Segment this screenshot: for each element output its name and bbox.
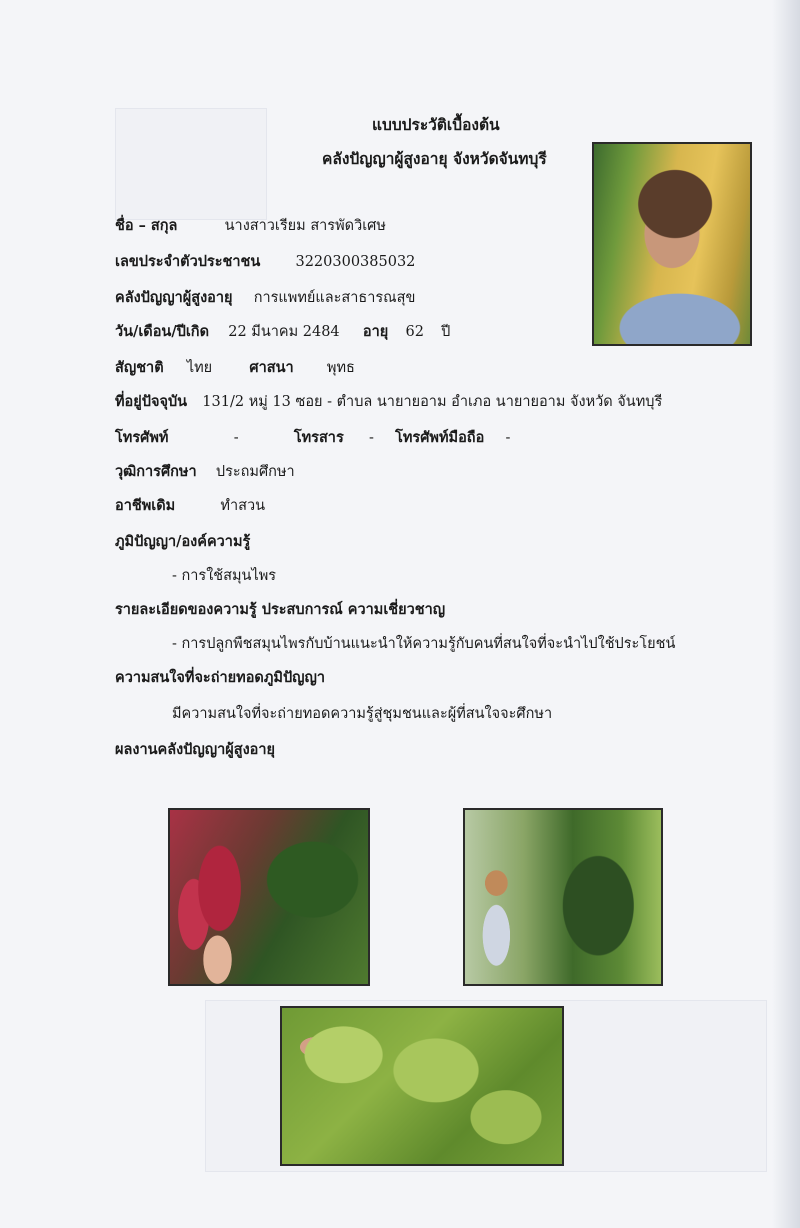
education-row — [115, 460, 295, 483]
birth-value: 22 มีนาคม 2484 — [228, 324, 340, 340]
herb-photo-garden — [463, 808, 663, 986]
id-label: เลขประจำตัวประชาชน — [115, 253, 261, 270]
knowledge-heading: ภูมิปัญญา/องค์ความรู้ — [115, 533, 251, 550]
occupation-value: ทำสวน — [220, 498, 266, 514]
transfer-heading: ความสนใจที่จะถ่ายทอดภูมิปัญญา — [115, 669, 325, 686]
address-value: 131/2 หมู่ 13 ซอย - ตำบล นายายอาม อำเภอ นายายอาม จังหวัด จันทบุรี — [202, 394, 663, 410]
transfer-text: มีความสนใจที่จะถ่ายทอดความรู้สู่ชุมชนและผู้ที่สนใจจะศึกษา — [172, 706, 553, 722]
nationality-value: ไทย — [186, 360, 213, 376]
address-label: ที่อยู่ปัจจุบัน — [115, 393, 188, 410]
wisdom-value: การแพทย์และสาธารณสุข — [253, 290, 416, 306]
phone-label: โทรศัพท์ — [115, 429, 169, 446]
wisdom-row — [115, 286, 415, 309]
age-label: อายุ — [362, 323, 389, 340]
religion-value: พุทธ — [326, 360, 355, 376]
works-heading: ผลงานคลังปัญญาผู้สูงอายุ — [115, 741, 276, 758]
phone-value: - — [233, 430, 239, 446]
address-row — [115, 390, 662, 413]
page-edge-shadow — [772, 0, 800, 1228]
name-label: ชื่อ – สกุล — [115, 217, 178, 234]
birth-label: วัน/เดือน/ปีเกิด — [115, 323, 209, 340]
id-value: 3220300385032 — [295, 254, 416, 270]
occupation-row — [115, 494, 265, 517]
knowledge-item: - การใช้สมุนไพร — [172, 568, 277, 584]
wisdom-label: คลังปัญญาผู้สูงอายุ — [115, 289, 233, 306]
name-value: นางสาวเรียม สารพัดวิเศษ — [224, 218, 386, 234]
contact-row — [115, 426, 510, 449]
nationality-row — [115, 356, 355, 379]
education-label: วุฒิการศึกษา — [115, 463, 197, 480]
detail-item: - การปลูกพืชสมุนไพรกับบ้านแนะนำให้ความรู้กับคนที่สนใจที่จะนำไปใช้ประโยชน์ — [172, 636, 676, 652]
id-row — [115, 250, 415, 273]
document-subtitle: คลังปัญญาผู้สูงอายุ จังหวัดจันทบุรี — [322, 149, 547, 168]
portrait-photo — [592, 142, 752, 346]
document-title: แบบประวัติเบื้องต้น — [372, 115, 500, 134]
mobile-value: - — [505, 430, 511, 446]
herb-photo-green-leaves — [280, 1006, 564, 1166]
occupation-label: อาชีพเดิม — [115, 497, 176, 514]
herb-photo-red-leaves — [168, 808, 370, 986]
fax-label: โทรสาร — [293, 429, 344, 446]
age-unit: ปี — [441, 324, 451, 340]
name-row — [115, 214, 386, 237]
bleed-through-block — [115, 108, 267, 220]
detail-heading: รายละเอียดของความรู้ ประสบการณ์ ความเชี่ยวชาญ — [115, 601, 446, 618]
age-value: 62 — [405, 324, 424, 340]
nationality-label: สัญชาติ — [115, 359, 164, 376]
fax-value: - — [368, 430, 374, 446]
birth-row — [115, 320, 450, 343]
mobile-label: โทรศัพท์มือถือ — [395, 429, 485, 446]
religion-label: ศาสนา — [249, 359, 294, 376]
education-value: ประถมศึกษา — [215, 464, 295, 480]
